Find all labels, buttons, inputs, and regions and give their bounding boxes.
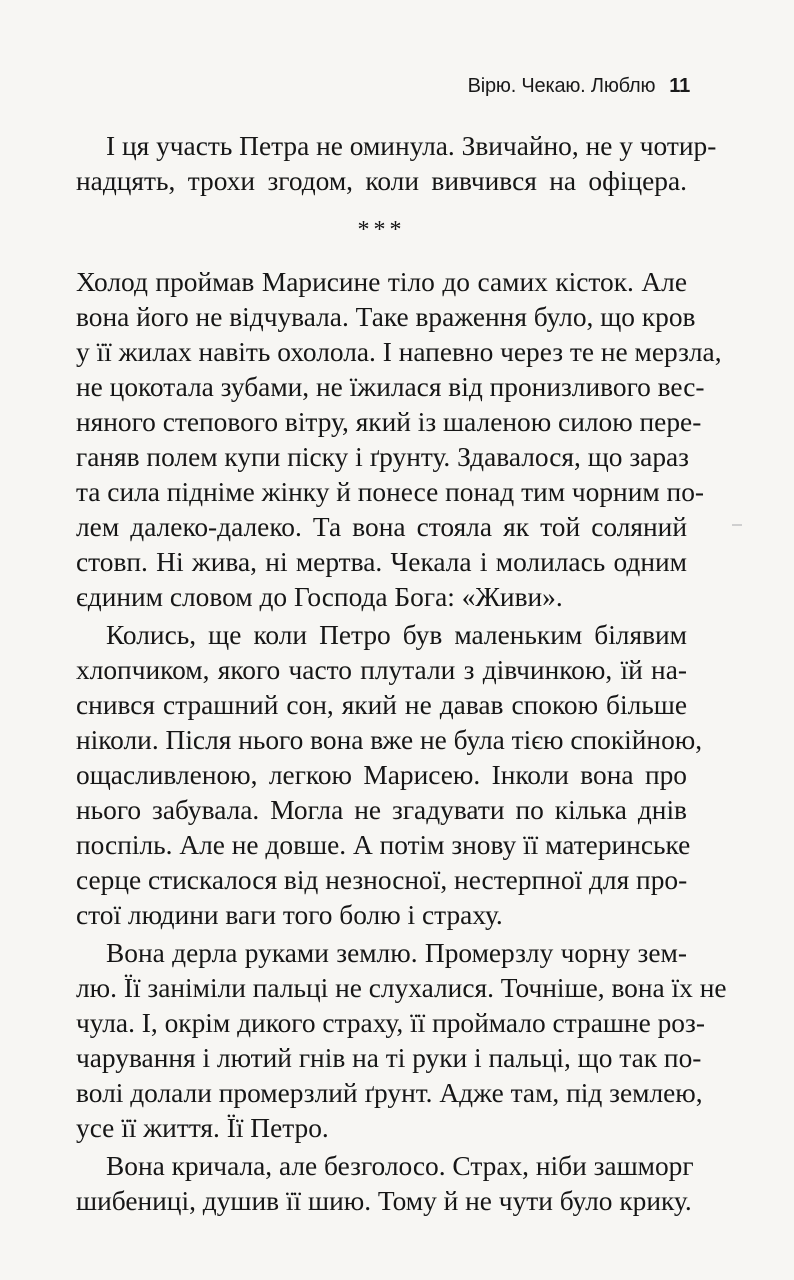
- text-line: єдиним словом до Господа Бога: «Живи».: [76, 582, 563, 612]
- paragraph-4: [76, 936, 727, 1146]
- text-line: снився страшний сон, який не давав спокою більше: [76, 690, 687, 720]
- text-line: волі долали промерзлий ґрунт. Адже там, під землею,: [76, 1078, 703, 1108]
- running-head: [468, 75, 690, 98]
- text-line: нього забувала. Могла не згадувати по кілька днів: [76, 795, 687, 825]
- text-line: лем далеко-далеко. Та вона стояла як той соляний: [76, 512, 687, 542]
- text-line: няного степового вітру, який із шаленою силою пере-: [76, 407, 702, 437]
- text-line: поспіль. Але не довше. А потім знову її материнське: [76, 830, 691, 860]
- text-line: хлопчиком, якого часто плутали з дівчинкою, їй на-: [76, 655, 687, 685]
- text-line: вона його не відчувала. Таке враження було, що кров: [76, 302, 696, 332]
- text-line: чула. І, окрім дикого страху, її проймало страшне роз-: [76, 1008, 705, 1038]
- text-line: чарування і лютий гнів на ті руки і пальці, що так по-: [76, 1043, 702, 1073]
- scan-mark: [732, 524, 742, 526]
- paragraph-3: [76, 618, 703, 933]
- text-line: надцять, трохи згодом, коли вивчився на офіцера.: [76, 166, 687, 196]
- text-line: не цокотала зубами, не їжилася від пронизливого вес-: [76, 372, 705, 402]
- text-line: стої людини ваги того болю і страху.: [76, 900, 503, 930]
- text-line: ніколи. Після нього вона вже не була тією спокійною,: [76, 725, 703, 755]
- paragraph-2: [76, 265, 722, 615]
- paragraph-1: [76, 129, 717, 199]
- page-number: 11: [669, 75, 690, 97]
- text-line: та сила підніме жінку й понесе понад тим чорним по-: [76, 477, 705, 507]
- text-line: ощасливленою, легкою Марисею. Інколи вона про: [76, 760, 687, 790]
- text-line: Колись, ще коли Петро був маленьким білявим: [106, 620, 687, 650]
- text-line: Холод проймав Марисине тіло до самих кісток. Але: [76, 267, 687, 297]
- text-line: лю. Її заніміли пальці не слухалися. Точніше, вона їх не: [76, 973, 727, 1003]
- paragraph-5: [76, 1149, 694, 1219]
- text-line: серце стискалося від незносної, нестерпної для про-: [76, 865, 688, 895]
- text-line: стовп. Ні жива, ні мертва. Чекала і молилась одним: [76, 547, 687, 577]
- text-line: у її жилах навіть охолола. І напевно через те не мерзла,: [76, 337, 722, 367]
- section-separator: ***: [357, 217, 406, 243]
- text-line: ганяв полем купи піску і ґрунту. Здавалося, що зараз: [76, 442, 689, 472]
- text-line: усе її життя. Її Петро.: [76, 1113, 329, 1143]
- running-head-title: Вірю. Чекаю. Люблю: [467, 75, 656, 97]
- text-line: І ця участь Петра не оминула. Звичайно, не у чотир-: [106, 131, 717, 161]
- text-line: шибениці, душив її шию. Тому й не чути було крику.: [76, 1186, 692, 1216]
- body-text: [76, 129, 727, 1219]
- text-line: Вона кричала, але безголосо. Страх, ніби зашморг: [106, 1151, 694, 1181]
- text-line: Вона дерла руками землю. Промерзлу чорну зем-: [106, 938, 687, 968]
